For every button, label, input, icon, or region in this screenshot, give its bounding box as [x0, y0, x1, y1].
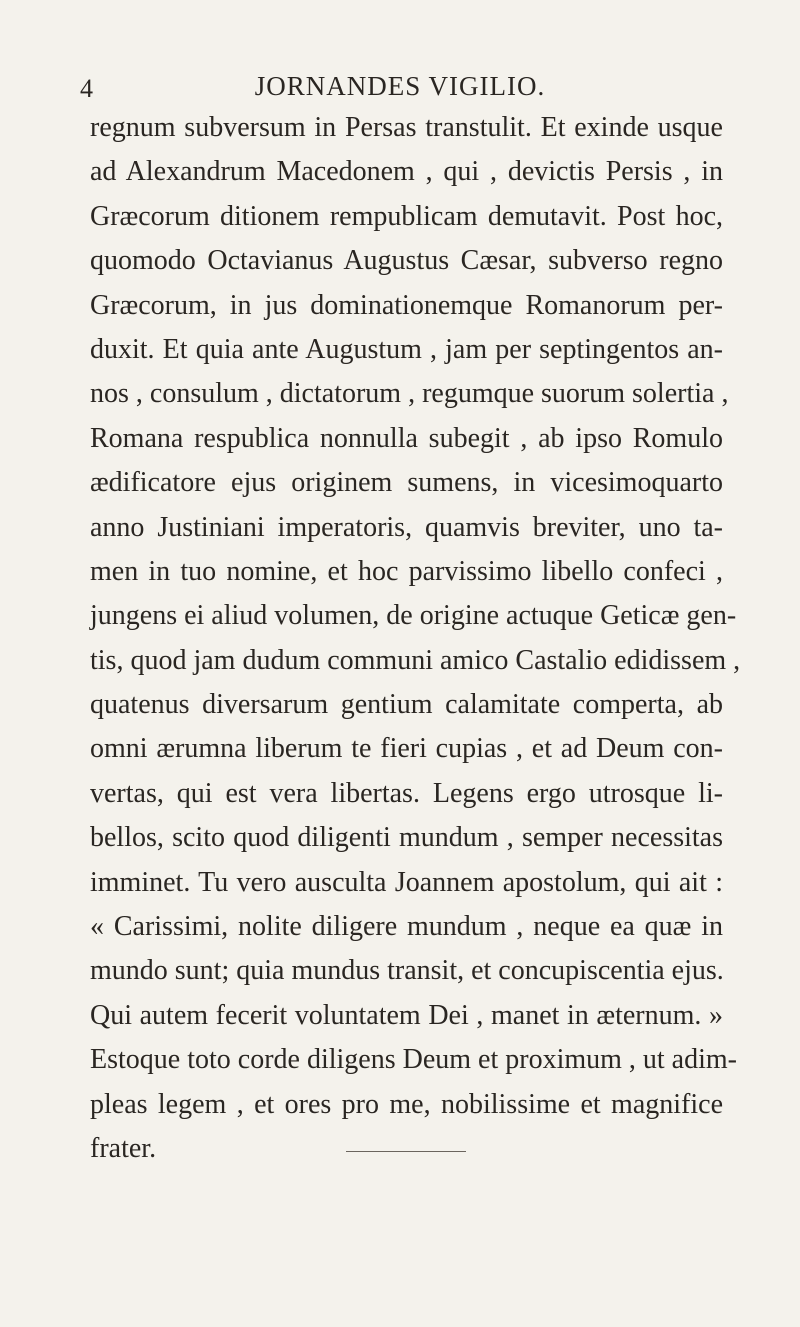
text-line: Qui autem fecerit voluntatem Dei , manet in æternum. »: [90, 999, 723, 1031]
text-line: Græcorum ditionem rempublicam demutavit. Post hoc,: [90, 200, 723, 232]
text-line: pleas legem , et ores pro me, nobilissime et magnifice: [90, 1088, 723, 1120]
text-line: Romana respublica nonnulla subegit , ab ipso Romulo: [90, 422, 723, 454]
text-line: men in tuo nomine, et hoc parvissimo libello confeci ,: [90, 555, 723, 587]
text-line: imminet. Tu vero ausculta Joannem apostolum, qui ait :: [90, 866, 723, 898]
text-line: vertas, qui est vera libertas. Legens ergo utrosque li-: [90, 777, 723, 809]
running-head: JORNANDES VIGILIO.: [254, 71, 546, 101]
text-line: Estoque toto corde diligens Deum et proximum , ut adim-: [90, 1044, 737, 1076]
text-line: quatenus diversarum gentium calamitate comperta, ab: [90, 689, 723, 721]
text-line: ædificatore ejus originem sumens, in vicesimoquarto: [90, 467, 723, 499]
text-line: Græcorum, in jus dominationemque Romanorum per-: [90, 289, 723, 321]
end-rule: [346, 1151, 466, 1152]
text-line: nos , consulum , dictatorum , regumque suorum solertia ,: [90, 378, 729, 410]
text-line: regnum subversum in Persas transtulit. Et exinde usque: [90, 112, 723, 143]
page-number: 4: [80, 74, 93, 103]
text-line: ad Alexandrum Macedonem , qui , devictis Persis , in: [90, 156, 723, 188]
text-line: omni ærumna liberum te fieri cupias , et ad Deum con-: [90, 733, 723, 765]
text-line: frater.: [90, 1132, 157, 1164]
text-line: jungens ei aliud volumen, de origine actuque Geticæ gen-: [90, 600, 737, 632]
text-line: anno Justiniani imperatoris, quamvis breviter, uno ta-: [90, 511, 723, 543]
body-text: [90, 106, 741, 1171]
text-line: quomodo Octavianus Augustus Cæsar, subverso regno: [90, 245, 723, 277]
text-line: bellos, scito quod diligenti mundum , semper necessitas: [90, 822, 723, 854]
text-line: duxit. Et quia ante Augustum , jam per septingentos an-: [90, 333, 723, 365]
text-line: tis, quod jam dudum communi amico Castalio edidissem ,: [90, 644, 741, 676]
text-line: « Carissimi, nolite diligere mundum , neque ea quæ in: [90, 911, 723, 943]
text-line: mundo sunt; quia mundus transit, et concupiscentia ejus.: [90, 955, 724, 987]
